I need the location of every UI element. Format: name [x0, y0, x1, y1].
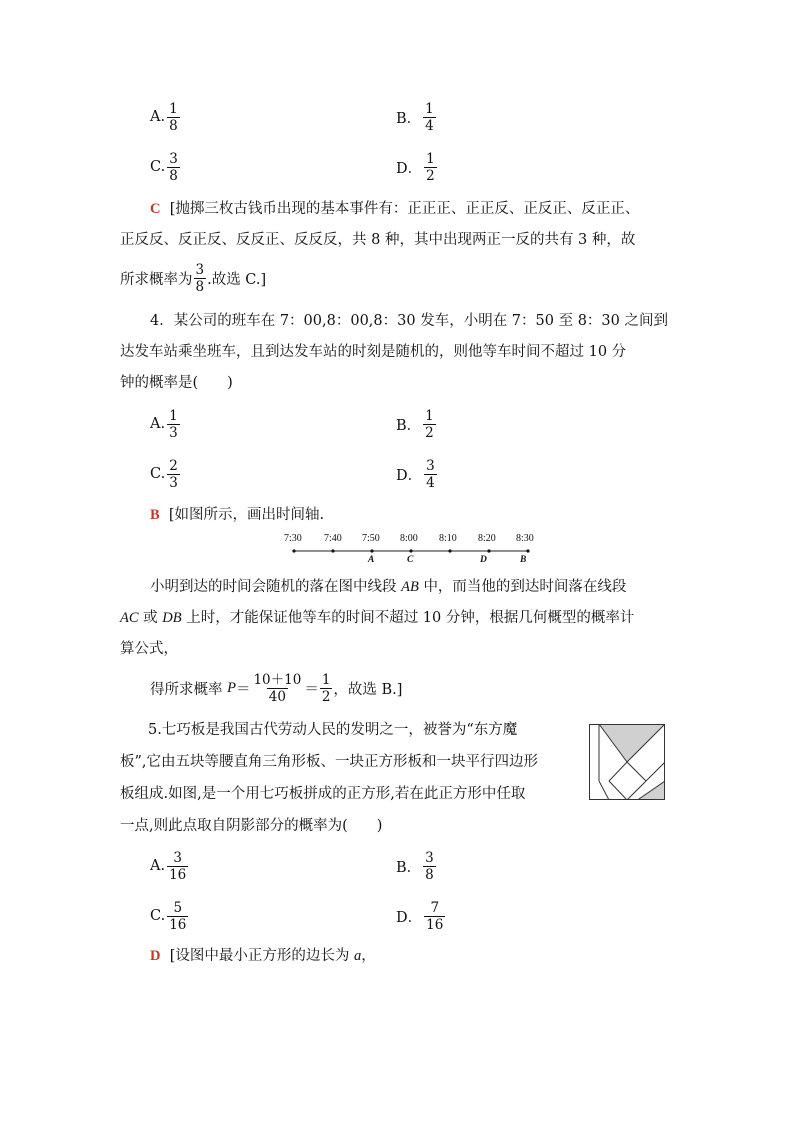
- option-label: C.: [150, 159, 166, 175]
- q5-stem-line-4: 一点,则此点取自阴影部分的概率为( ): [120, 818, 383, 834]
- option-fraction: $\frac{1}{8}$: [169, 100, 178, 134]
- option-fraction: $\frac{3}{8}$: [425, 849, 434, 883]
- tick-label: 8:30: [516, 533, 534, 544]
- option-label: D．: [396, 467, 423, 484]
- point-label: A: [368, 555, 375, 565]
- option-label: A.: [150, 858, 166, 874]
- option-fraction: $\frac{1}{2}$: [425, 407, 434, 441]
- point-label: D: [480, 555, 487, 565]
- q5-explanation-line-1: D [设图中最小正方形的边长为 a，: [150, 948, 376, 964]
- q5-option-d[interactable]: [396, 896, 446, 936]
- option-fraction: $\frac{3}{8}$: [169, 150, 178, 184]
- q4-option-d[interactable]: [396, 454, 438, 494]
- answer-letter: B: [150, 507, 160, 523]
- option-label: A.: [150, 109, 166, 125]
- option-fraction: $\frac{1}{2}$: [426, 150, 435, 184]
- q5-stem-line-3: 板组成.如图,是一个用七巧板拼成的正方形,若在此正方形中任取: [120, 786, 526, 802]
- option-label: B．: [396, 859, 422, 876]
- option-fraction: $\frac{3}{16}$: [169, 849, 187, 883]
- option-label: C.: [150, 908, 166, 924]
- result-fraction: $\frac{3}{8}$: [195, 261, 205, 295]
- q5-stem-line-2: 板”,它由五块等腰直角三角形板、一块正方形板和一块平行四边形: [120, 754, 539, 770]
- tick-label: 7:50: [362, 533, 380, 544]
- result-fraction: $\frac{1}{2}$: [321, 671, 331, 705]
- option-label: D．: [396, 160, 423, 177]
- q4-explanation-line-2: 小明到达的时间会随机的落在图中线段 AB 中，而当他的到达时间落在线段: [150, 579, 627, 595]
- formula-fraction: $\frac{10+10}{40}$: [253, 671, 302, 705]
- option-label: C.: [150, 466, 166, 482]
- option-fraction: $\frac{5}{16}$: [169, 899, 187, 933]
- option-fraction: $\frac{1}{3}$: [169, 407, 178, 441]
- q4-option-b[interactable]: [396, 404, 437, 444]
- option-label: A.: [150, 416, 166, 432]
- q3-explanation-line-1: C [抛掷三枚古钱币出现的基本事件有：正正正、正正反、正反正、反正正、: [150, 201, 640, 217]
- q3-explanation-line-3: 所求概率为 $\frac{3}{8}$ .故选 C.]: [120, 261, 267, 295]
- q4-option-c[interactable]: [150, 454, 181, 494]
- option-fraction: $\frac{2}{3}$: [169, 457, 178, 491]
- option-label: D．: [396, 909, 423, 926]
- q3-option-a[interactable]: [150, 97, 181, 137]
- q3-option-b[interactable]: [396, 97, 437, 137]
- q4-explanation-line-4: 算公式，: [120, 641, 178, 657]
- time-axis: [280, 545, 550, 557]
- option-label: B．: [396, 417, 422, 434]
- q5-stem-line-1: 5.七巧板是我国古代劳动人民的发明之一，被誉为“东方魔: [148, 722, 518, 738]
- q5-option-b[interactable]: [396, 846, 437, 886]
- option-fraction: $\frac{1}{4}$: [425, 100, 434, 134]
- tick-label: 8:10: [439, 533, 457, 544]
- tick-label: 8:00: [400, 533, 418, 544]
- point-label: B: [520, 555, 527, 565]
- q4-explanation-line-3: AC 或 DB 上时，才能保证他等车的时间不超过 10 分钟，根据几何概型的概率计: [120, 610, 635, 626]
- tick-label: 8:20: [478, 533, 496, 544]
- q3-option-c[interactable]: [150, 147, 181, 187]
- q4-option-a[interactable]: [150, 404, 181, 444]
- q3-option-d[interactable]: [396, 147, 438, 187]
- tick-label: 7:40: [324, 533, 342, 544]
- tangram-figure: [589, 724, 665, 800]
- q4-stem-line-1: 4．某公司的班车在 7：00,8：00,8：30 发车，小明在 7：50 至 8：30 之间到: [150, 313, 668, 329]
- q5-option-a[interactable]: [150, 846, 189, 886]
- point-label: C: [407, 555, 414, 565]
- q4-explanation-line-1: B [如图所示，画出时间轴.: [150, 507, 325, 523]
- q5-option-c[interactable]: [150, 896, 189, 936]
- timeline-diagram: [280, 533, 550, 573]
- option-label: B．: [396, 110, 422, 127]
- answer-letter: D: [150, 948, 161, 964]
- q3-explanation-line-2: 正反反、反正反、反反正、反反反，共 8 种，其中出现两正一反的共有 3 种，故: [120, 232, 636, 248]
- option-fraction: $\frac{7}{16}$: [426, 899, 444, 933]
- q4-stem-line-3: 钟的概率是( ): [120, 375, 233, 391]
- tick-label: 7:30: [284, 533, 302, 544]
- q4-explanation-line-5: 得所求概率 P ＝ $\frac{10+10}{40}$ ＝ $\frac{1}{2}$ ，故选 B.]: [150, 671, 403, 705]
- q4-stem-line-2: 达发车站乘坐班车，且到达发车站的时刻是随机的，则他等车时间不超过 10 分: [120, 344, 627, 360]
- option-fraction: $\frac{3}{4}$: [426, 457, 435, 491]
- answer-letter: C: [150, 201, 161, 217]
